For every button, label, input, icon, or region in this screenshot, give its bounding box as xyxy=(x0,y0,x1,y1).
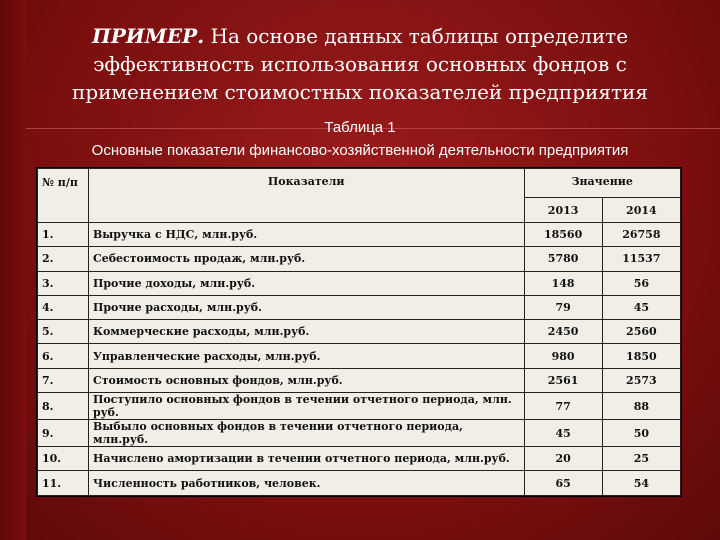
heading-lead: ПРИМЕР. xyxy=(91,24,205,48)
header-value: Значение xyxy=(524,169,681,198)
row-value-2013-cell: 2561 xyxy=(524,368,602,392)
row-num-cell: 8. xyxy=(38,393,89,420)
row-value-2013-cell: 5780 xyxy=(524,247,602,271)
row-indicator-cell: Численность работников, человек. xyxy=(88,471,524,495)
row-value-2013-cell: 65 xyxy=(524,471,602,495)
row-value-2014-cell: 54 xyxy=(602,471,680,495)
row-value-2014-cell: 1850 xyxy=(602,344,680,368)
row-indicator-cell: Выбыло основных фондов в течении отчетного периода, млн.руб. xyxy=(88,420,524,447)
table-row xyxy=(38,368,681,392)
row-num-cell: 9. xyxy=(38,420,89,447)
header-num: № п/п xyxy=(38,169,89,223)
row-value-2014-cell: 2560 xyxy=(602,320,680,344)
table-row xyxy=(38,295,681,319)
table-number: Таблица 1 xyxy=(324,119,396,136)
table-row xyxy=(38,471,681,495)
indicators-table-wrapper xyxy=(36,167,682,497)
row-num-cell: 7. xyxy=(38,368,89,392)
row-value-2013-cell: 20 xyxy=(524,447,602,471)
row-indicator-cell: Управленческие расходы, млн.руб. xyxy=(88,344,524,368)
row-value-2014-cell: 25 xyxy=(602,447,680,471)
row-indicator-cell: Выручка с НДС, млн.руб. xyxy=(88,223,524,247)
table-header-row xyxy=(38,169,681,198)
table-row xyxy=(38,420,681,447)
row-value-2013-cell: 2450 xyxy=(524,320,602,344)
row-value-2014-cell: 11537 xyxy=(602,247,680,271)
left-decor-band xyxy=(0,0,26,540)
row-value-2013-cell: 148 xyxy=(524,271,602,295)
row-num-cell: 11. xyxy=(38,471,89,495)
row-value-2014-cell: 45 xyxy=(602,295,680,319)
table-row xyxy=(38,344,681,368)
table-row xyxy=(38,393,681,420)
row-num-cell: 2. xyxy=(38,247,89,271)
header-year-2013: 2013 xyxy=(524,198,602,223)
row-indicator-cell: Стоимость основных фондов, млн.руб. xyxy=(88,368,524,392)
row-value-2013-cell: 18560 xyxy=(524,223,602,247)
row-indicator-cell: Поступило основных фондов в течении отчетного периода, млн. руб. xyxy=(88,393,524,420)
row-num-cell: 4. xyxy=(38,295,89,319)
row-num-cell: 10. xyxy=(38,447,89,471)
row-value-2014-cell: 88 xyxy=(602,393,680,420)
table-row xyxy=(38,320,681,344)
row-indicator-cell: Прочие расходы, млн.руб. xyxy=(88,295,524,319)
row-value-2014-cell: 50 xyxy=(602,420,680,447)
row-value-2013-cell: 45 xyxy=(524,420,602,447)
slide-heading xyxy=(70,22,650,106)
row-num-cell: 5. xyxy=(38,320,89,344)
row-value-2014-cell: 56 xyxy=(602,271,680,295)
row-num-cell: 6. xyxy=(38,344,89,368)
row-indicator-cell: Себестоимость продаж, млн.руб. xyxy=(88,247,524,271)
row-num-cell: 3. xyxy=(38,271,89,295)
row-value-2014-cell: 26758 xyxy=(602,223,680,247)
table-row xyxy=(38,271,681,295)
row-num-cell: 1. xyxy=(38,223,89,247)
table-title: Основные показатели финансово-хозяйственной деятельности предприятия xyxy=(91,142,629,159)
header-year-2014: 2014 xyxy=(602,198,680,223)
row-value-2013-cell: 79 xyxy=(524,295,602,319)
row-value-2014-cell: 2573 xyxy=(602,368,680,392)
table-row xyxy=(38,223,681,247)
row-value-2013-cell: 980 xyxy=(524,344,602,368)
row-value-2013-cell: 77 xyxy=(524,393,602,420)
row-indicator-cell: Прочие доходы, млн.руб. xyxy=(88,271,524,295)
heading-text: На основе данных таблицы определите эффективность использования основных фондов с применением стоимостных показателей предприятия xyxy=(72,24,648,104)
table-row xyxy=(38,447,681,471)
table-row xyxy=(38,247,681,271)
indicators-table xyxy=(37,168,681,496)
header-indicator: Показатели xyxy=(88,169,524,223)
row-indicator-cell: Коммерческие расходы, млн.руб. xyxy=(88,320,524,344)
row-indicator-cell: Начислено амортизации в течении отчетного периода, млн.руб. xyxy=(88,447,524,471)
